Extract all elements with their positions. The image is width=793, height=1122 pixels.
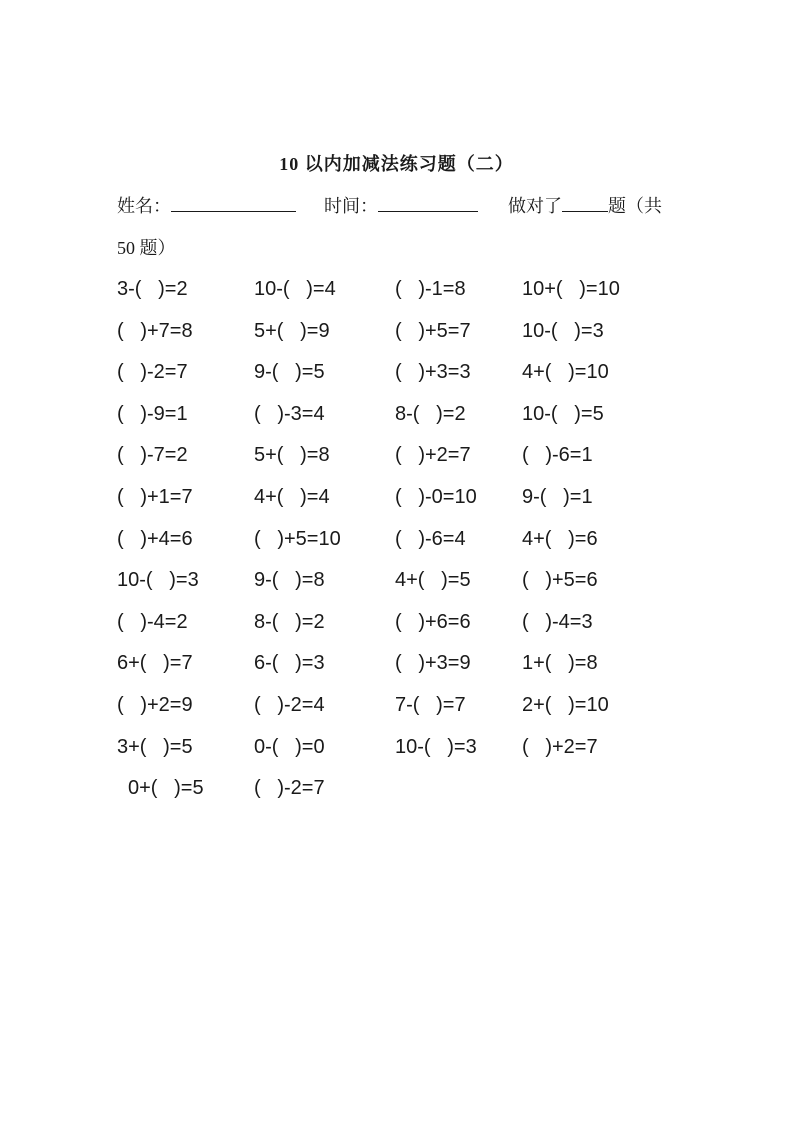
- score-blank-field: [562, 207, 608, 212]
- name-blank-field: [171, 207, 296, 212]
- problem-cell: ( )-1=8: [395, 278, 466, 300]
- problem-row: [117, 560, 683, 602]
- problem-cell: ( )+2=7: [522, 735, 598, 758]
- time-blank-field: [378, 207, 478, 212]
- problem-row: [117, 477, 683, 519]
- problem-row: [117, 768, 683, 810]
- problem-cell: ( )+3=3: [395, 361, 471, 384]
- problem-cell: 10-( )=3: [522, 319, 604, 342]
- problem-cell: ( )-3=4: [254, 402, 325, 425]
- problem-cell: ( )+7=8: [117, 319, 193, 342]
- problem-cell: ( )+1=7: [117, 485, 193, 508]
- problem-cell: 4+( )=4: [254, 485, 330, 508]
- problem-cell: 4+( )=5: [395, 569, 471, 592]
- total-count-line: 50 题）: [117, 238, 176, 258]
- problem-cell: 3+( )=5: [117, 735, 193, 758]
- problem-cell: 0-( )=0: [254, 735, 325, 758]
- problem-cell: 10-( )=3: [117, 569, 199, 592]
- problem-cell: 10+( )=10: [522, 278, 620, 300]
- problem-cell: 7-( )=7: [395, 693, 466, 716]
- problem-cell: ( )+5=6: [522, 569, 598, 592]
- problem-cell: ( )+6=6: [395, 610, 471, 633]
- problem-cell: ( )+3=9: [395, 652, 471, 675]
- problem-row: [117, 685, 683, 727]
- worksheet-header: [117, 185, 683, 227]
- problem-cell: 9-( )=5: [254, 361, 325, 384]
- problem-cell: ( )-4=3: [522, 610, 593, 633]
- problem-cell: ( )-0=10: [395, 485, 477, 508]
- problem-cell: ( )-2=7: [117, 361, 188, 384]
- problem-cell: 2+( )=10: [522, 693, 609, 716]
- problem-cell: 3-( )=2: [117, 278, 188, 300]
- score-label: 做对了: [508, 196, 562, 216]
- page-title: 10 以内加减法练习题（二）: [279, 154, 514, 174]
- problem-cell: 8-( )=2: [254, 610, 325, 633]
- problem-cell: ( )+2=9: [117, 693, 193, 716]
- problem-row: [117, 311, 683, 353]
- problem-cell: 10-( )=4: [254, 278, 336, 300]
- problem-cell: ( )-2=4: [254, 693, 325, 716]
- score-suffix-label: 题（共: [608, 196, 662, 216]
- problem-cell: ( )-6=4: [395, 527, 466, 550]
- problem-cell: ( )-9=1: [117, 402, 188, 425]
- problem-cell: ( )+2=7: [395, 444, 471, 467]
- problem-cell: 9-( )=1: [522, 485, 593, 508]
- problem-cell: 5+( )=9: [254, 319, 330, 342]
- problem-row: [117, 435, 683, 477]
- problem-row: [117, 727, 683, 769]
- problem-cell: ( )-2=7: [254, 777, 325, 800]
- problem-row: [117, 269, 683, 311]
- problem-cell: ( )+5=10: [254, 527, 341, 550]
- time-label: 时间：: [324, 196, 378, 216]
- problem-row: [117, 602, 683, 644]
- name-label: 姓名：: [117, 196, 171, 216]
- problem-cell: 10-( )=3: [395, 735, 477, 758]
- problem-cell: 0+( )=5: [128, 777, 204, 800]
- problem-cell: 9-( )=8: [254, 569, 325, 592]
- problem-cell: 5+( )=8: [254, 444, 330, 467]
- problem-row: [117, 394, 683, 436]
- problem-cell: 6-( )=3: [254, 652, 325, 675]
- problem-row: [117, 519, 683, 561]
- problem-cell: 1+( )=8: [522, 652, 598, 675]
- problem-cell: 4+( )=10: [522, 361, 609, 384]
- problem-cell: ( )-7=2: [117, 444, 188, 467]
- problem-row: [117, 643, 683, 685]
- problem-cell: ( )-6=1: [522, 444, 593, 467]
- problem-cell: ( )-4=2: [117, 610, 188, 633]
- problem-cell: 8-( )=2: [395, 402, 466, 425]
- problems-list: [117, 269, 683, 810]
- problem-cell: ( )+4=6: [117, 527, 193, 550]
- problem-row: [117, 352, 683, 394]
- problem-cell: 10-( )=5: [522, 402, 604, 425]
- problem-cell: 6+( )=7: [117, 652, 193, 675]
- problem-cell: ( )+5=7: [395, 319, 471, 342]
- problem-cell: 4+( )=6: [522, 527, 598, 550]
